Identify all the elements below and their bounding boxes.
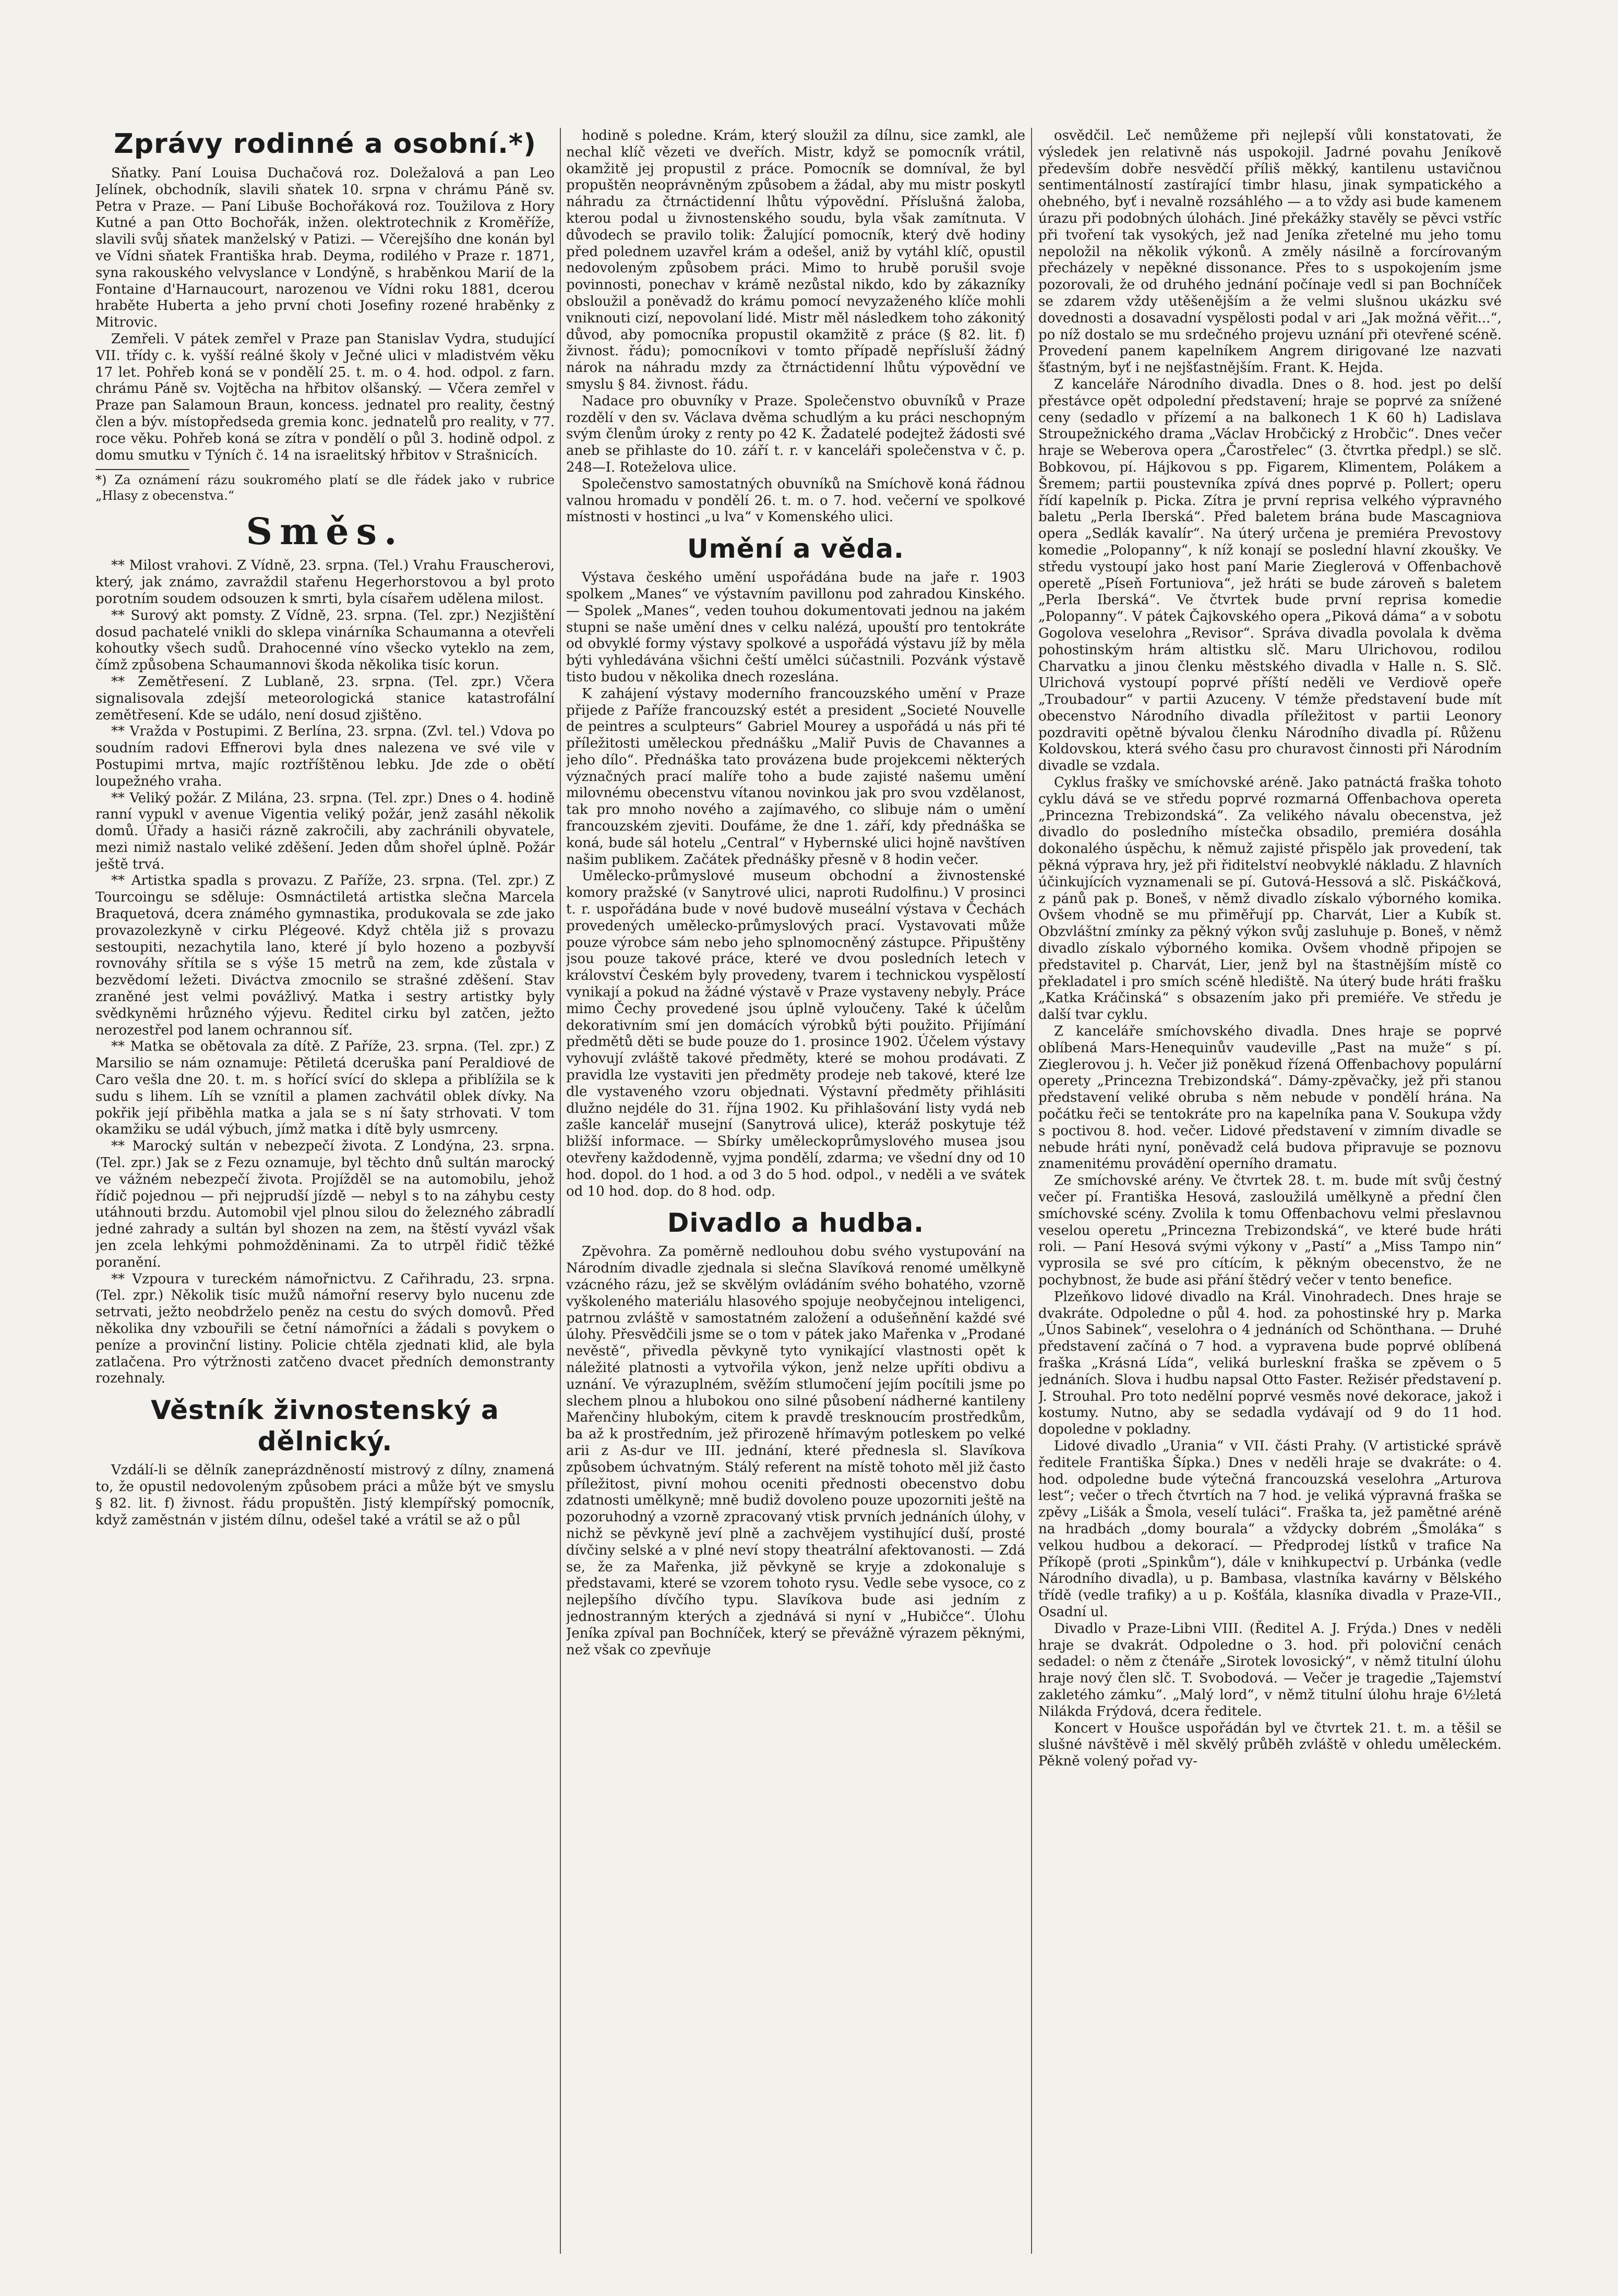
- article-paragraph: Společenstvo samostatných obuvníků na Smíchově koná řádnou valnou hromadu v pondělí 26. t. m. o 7. hod. večerní ve spolkové místnosti v hostinci „u lva“ v Komenského ulici.: [566, 476, 1025, 525]
- section-heading-art-science: Umění a věda.: [687, 534, 904, 564]
- column-3: [1038, 128, 1502, 2254]
- footnote: *) Za oznámení rázu soukromého platí se dle řádek jako v rubrice „Hlasy z obecenstva.“: [95, 473, 555, 503]
- section-heading-miscellany: Směs.: [246, 510, 404, 554]
- article-paragraph: Plzeňkovo lidové divadlo na Král. Vinohradech. Dnes hraje se dvakráte. Odpoledne o půl 4. hod. za pohostinské hry p. Marka „Únos Sabinek“, veselohra o 4 jednáních od Schönthana. — Druhé představení začíná o 7 hod. a vypravena bude poprvé oblíbená fraška „Krásná Lída“, veliká burleskní fraška se zpěvem o 5 jednáních. Slova i hudbu napsal Otto Faster. Režisér představení p. J. Strouhal. Pro toto nedělní poprvé vesměs nové dekorace, jakož i kostumy. Nutno, aby se sedadla vydávají od 9 do 11 hod. dopoledne v pokladny.: [1038, 1289, 1502, 1438]
- news-item: ** Vražda v Postupimi. Z Berlína, 23. srpna. (Zvl. tel.) Vdova po soudním radovi Effnerovi byla dnes nalezena ve své vile v Postupimi mrtva, majíc roztříštěnou lebku. Jde zde o obětí loupežného vraha.: [95, 724, 555, 789]
- news-item: ** Zemětřesení. Z Lublaně, 23. srpna. (Tel. zpr.) Včera signalisovala zdejší meteorologická stanice katastrofální zemětřesení. Kde se událo, není dosud zjištěno.: [95, 674, 555, 723]
- column-rule: [560, 128, 561, 2254]
- news-item: ** Vzpoura v tureckém námořnictvu. Z Cařihradu, 23. srpna. (Tel. zpr.) Několik tisíc mužů námořní reservy bylo nucenu zde setrvati, ježto neobdrželo peněz na cestu do svých domovů. Před několika dny vzbouřili se četní námořníci a žádali s povykem o peníze a provinční listiny. Policie chtěla zjednati klid, ale byla zatlačena. Pro výtržnosti zatčeno dvacet předních demonstranty rozehnaly.: [95, 1271, 555, 1387]
- article-paragraph: Divadlo v Praze-Libni VIII. (Ředitel A. J. Frýda.) Dnes v neděli hraje se dvakrát. Odpoledne o 3. hod. při poloviční cenách sedadel: o něm z čtenáře „Sirotek lovosický“, v němž titulní úlohu hraje nový člen slč. T. Svobodová. — Večer je tragedie „Tajemství zakletého zámku“. „Malý lord“, v němž titulní úlohu hraje 6½letá Nilákda Frýdová, dcera ředitele.: [1038, 1620, 1502, 1720]
- column-2: [566, 128, 1025, 2254]
- news-item: ** Veliký požár. Z Milána, 23. srpna. (Tel. zpr.) Dnes o 4. hodině ranní vypukl v avenue Vigentia veliký požár, jenž zasáhl několik domů. Úřady a hasiči rázně zakročili, aby zachránili obyvatele, mezi nimiž nastalo veliké zděšení. Jeden dům shořel úplně. Požár ještě trvá.: [95, 790, 555, 872]
- article-paragraph: Umělecko-průmyslové museum obchodní a živnostenské komory pražské (v Sanytrové ulici, naproti Rudolfinu.) V prosinci t. r. uspořádána bude v nové budově museální výstava v Čechách provedených umělecko-průmyslových prací. Vystavovati může pouze výrobce sám nebo jeho splnomocněný zástupce. Připuštěny jsou pouze takové práce, které ve dvou posledních letech v království Českém byly provedeny, tvarem i technickou vyspělostí vynikají a pokud na žádné výstavě v Praze vystaveny nebyly. Práce mimo Čechy provedené jsou úplně vyloučeny. Také k účelům dekorativním smí jen domácích výrobků býti použito. Přijímání předmětů děti se bude pouze do 1. prosince 1902. Účelem výstavy vyhovují zvláště takové předměty, které se mohou prodávati. Z pravidla lze vystaviti jen předměty prodeje neb takové, které lze dle vystaveného vzoru objednati. Výstavní předměty přihlásiti dlužno nejdéle do 31. října 1902. Ku přihlašování listy vydá neb zašle kancelář musejní (Sanytrová ulice), kteráž poskytuje též bližší informace. — Sbírky uměleckoprůmyslového musea jsou otevřeny každodenně, vyjma pondělí, zdarma; ve všední dny od 10 hod. dopol. do 1 hod. a od 3 do 5 hod. odpol., v neděli a ve svátek od 10 hod. dop. do 8 hod. odp.: [566, 868, 1025, 1199]
- article-paragraph: Cyklus frašky ve smíchovské aréně. Jako patnáctá fraška tohoto cyklu dává se ve středu poprvé rozmarná Offenbachova opereta „Princezna Trebizondská“. Za velikého návalu obecenstva, jež divadlo do posledního místečka obsadilo, premiéra dosáhla dokonalého úspěchu, k němuž zajisté přispělo jak provedení, tak pěkná výprava hry, jež při řiditelství neobvyklé nákladu. Z hlavních účinkujících vyznamenali se pí. Gutová-Hessová a slč. Piskáčková, z pánů pak p. Boneš, v němž divadlo získalo výborného komika. Ovšem vhodně se mu přiměřují pp. Charvát, Lier a Kubík st. Obzvláštní zmínky za pěkný výkon svůj zasluhuje p. Boneš, v němž divadlo získalo výborného komika. Ovšem vhodně připojen se představitel p. Charvát, Lier, jenž byl na štastnějším místě co překladatel i pro smích scéně hlediště. Na úterý bude hráti frašku „Katka Kráčinská“ s obsazením jako při premiéře. Ve středu je další tvar cyklu.: [1038, 775, 1502, 1023]
- article-paragraph: hodině s poledne. Krám, který sloužil za dílnu, sice zamkl, ale nechal klíč vězeti ve dveřích. Mistr, když se pomocník vrátil, okamžitě jej propustil z práce. Pomocník se domníval, že byl propuštěn neoprávněným způsobem a žádal, aby mu mistr poskytl náhradu za čtrnáctidenní lhůtu výpovědní. Příslušná žaloba, kterou podal u živnostenského soudu, byla však zamítnuta. V důvodech se pravilo tolik: Žalující pomocník, který dvě hodiny před polednem uzavřel krám a odešel, aniž by vytáhl klíč, opustil nedovoleným způsobem práci. Mimo to hrubě porušil svoje povinnosti, ponechav v krámě nezůstal nikdo, kdo by zákazníky obsloužil a poněvadž do krámu pomocí nevyzaženého klíče mohli vniknouti cizí, nepovolaní lidé. Mistr měl následkem toho zákonitý důvod, aby pomocníka propustil okamžitě z práce (§ 82. lit. f) živnost. řádu); pomocníkovi v tomto případě nepřísluší žádný nárok na náhradu mzdy za čtrnáctidenní lhůtu výpovědní ve smyslu § 84. živnost. řádu.: [566, 128, 1025, 392]
- article-paragraph: Výstava českého umění uspořádána bude na jaře r. 1903 spolkem „Manes“ ve výstavním pavillonu pod zahradou Kinského. — Spolek „Manes“, veden touhou dokumentovati jednou na jakém stupni se naše umění dnes v celku nalézá, upouští pro tentokráte od obvyklé formy výstavy spolkové a uspořádá výstavu jíž by měla býti vyhledávána všichni čeští umělci súčastnili. Pozvánk výstavě tisto budou v několika dnech rozeslána.: [566, 570, 1025, 685]
- news-item: ** Matka se obětovala za dítě. Z Paříže, 23. srpna. (Tel. zpr.) Z Marsilio se nám oznamuje: Pětiletá dceruška paní Peraldiové de Caro vešla dne 20. t. m. s hořící svící do sklepa a přiblížila se k sudu s lihem. Líh se vznítil a plamen zachvátil oblek dívky. Na pokřik její přiběhla matka a jala se s ní šaty strhovati. V tom okamžiku se udál výbuch, jímž matka i dítě byly usmrceny.: [95, 1039, 555, 1138]
- column-rule: [1031, 128, 1032, 2254]
- news-item: ** Milost vrahovi. Z Vídně, 23. srpna. (Tel.) Vrahu Frauscherovi, který, jak známo, zavraždil stařenu Hegerhorstovou a byl proto porotním soudem odsouzen k smrti, byla císařem udělena milost.: [95, 558, 555, 607]
- article-paragraph: Ze smíchovské arény. Ve čtvrtek 28. t. m. bude mít svůj čestný večer pí. Františka Hesová, zasloužilá umělkyně a přední člen smíchovské scény. Zvolila k tomu Offenbachovu velmi přeslavnou veselou operetu „Princezna Trebizondská“, ve které bude hráti roli. — Paní Hesová svými výkony v „Pastí“ a „Miss Tampo nin“ vyprosila se své pro cítícím, k pěkným obecenstvo, že ne pochybnost, že bude asi přání štědrý večer v tento benefice.: [1038, 1173, 1502, 1288]
- article-paragraph: K zahájení výstavy moderního francouzského umění v Praze přijede z Paříže francouzský estét a president „Societé Nouvelle de peintres a sculpteurs“ Gabriel Mourey a uspořádá u nás při té příležitosti uměleckou přednášku „Maliř Puvis de Chavannes a jeho dílo“. Přednáška tato provázena bude projekcemi některých význačných prací malíře toho a bude zajisté našemu umění milovnému obecenstvu vítanou novinkou jak pro svou vzdělanost, tak pro mnoho nového a zajímavého, co slibuje nám o umění francouzském zjeviti. Doufáme, že dne 1. září, kdy přednáška se koná, bude sál hotelu „Central“ v Hybernské ulici hojně navštíven našim publikem. Začátek přednášky přesně v 8 hodin večer.: [566, 686, 1025, 868]
- footnote-rule: [95, 469, 189, 470]
- news-item: ** Artistka spadla s provazu. Z Paříže, 23. srpna. (Tel. zpr.) Z Tourcoingu se sděluje: Osmnáctiletá artistka slečna Marcela Braquetová, dcera známého gymnastika, produkovala se zde jako provazolezkyně v cirku Plégeové. Když chtěla již s provazu sestoupiti, nezachytila lano, které jí bylo hozeno a pozbyvší rovnováhy sřítila se s výše 15 metrů na zem, kde zůstala v bezvědomí ležeti. Diváctva zmocnilo se strašné zděšení. Stav zraněné jest velmi povážlivý. Matka i sestry artistky byly svědkyněmi hrůzného výjevu. Ředitel cirku byl zatčen, ježto nerozestřel pod lanem ochrannou síť.: [95, 873, 555, 1038]
- article-paragraph: Z kanceláře Národního divadla. Dnes o 8. hod. jest po delší přestávce opět odpolední představení; hraje se poprvé za snížené ceny (sedadlo v přízemí a na balkonech 1 K 60 h) Ladislava Stroupežnického drama „Václav Hrobčický z Hrobčic“. Dnes večer hraje se Weberova opera „Čarostřelec“ (3. čtvrtka předpl.) se slč. Bobkovou, pí. Hájkovou s pp. Figarem, Klimentem, Polákem a Šremem; partii poustevníka zpívá dnes poprvé p. Pollert; operu řídí kapelník p. Picka. Zítra je první reprisa velkého výpravného baletu „Perla Iberská“. Před baletem brána bude Mascagniova opera „Sedlák kavalír“. Na úterý určena je premiéra Prevostovy komedie „Polopanny“, k níž konají se poslední hlavní zkoušky. Ve středu vystoupí jako host paní Marie Zieglerová v Offenbachově operetě „Píseň Fortuniova“, jež hráti se bude zároveň s baletem „Perla Iberská“. Ve čtvrtek bude první reprisa komedie „Polopanny“. V pátek Čajkovského opera „Piková dáma“ a v sobotu Gogolova veselohra „Revisor“. Správa divadla povolala k dvěma pohostinským hrám altistku slč. Maru Ulrichovou, rodilou Charvatku a jinou členku městského divadla v Halle n. S. Slč. Ulrichová vystoupí poprvé příští neděli ve Verdiově opeře „Troubadour“ v partii Azuceny. V témže představení bude mít obecenstvo Národního divadla příležitost v partii Leonory pozdraviti opětně bývalou členku Národního divadla pí. Růženu Koldovskou, která svého času pro churavost činnosti při Národním divadle se vzdala.: [1038, 376, 1502, 774]
- news-item: ** Surový akt pomsty. Z Vídně, 23. srpna. (Tel. zpr.) Nezjištění dosud pachatelé vnikli do sklepa vinárníka Schaumanna a otevřeli kohoutky všech sudů. Drahocenné víno všecko vyteklo na zem, čímž způsobena Schaumannovi škoda několika tisíc korun.: [95, 607, 555, 674]
- article-paragraph: osvědčil. Leč nemůžeme při nejlepší vůli konstatovati, že výsledek jen relativně nás uspokojil. Jadrné povahu Jeníkově především dobře nesvědčí příliš měkký, kantilenu ustavičnou sentimentálností zastírající timbr hlasu, jinak sympatického a ohebného, byť i nevalně rozsáhlého — a to vždy asi bude kamenem úrazu při podobných úlohách. Jiné překážky stavěly se pěvci vstříc při tvoření tak vysokých, jež nad Jeníka zřetelné mu jeho tomu nepoložil na několik výkonů. A změly násilně a forcírovaným přecházely v nepěkné dissonance. Přes to s uspokojením jsme pozorovali, že od druhého jednání počínaje vedl si pan Bochníček se zdarem vždy utěšenějším a že velmi slušnou ukázku své dovednosti a dosavadní vyspělosti podal v ari „Jak možná věřit...“, po níž dostalo se mu srdečného projevu uznání při otevřené scéně. Provedení panem kapelníkem Angrem dirigované lze nazvati šťastným, byť i ne nejšťastnějším. Frant. K. Hejda.: [1038, 128, 1502, 376]
- column-1: [95, 128, 555, 2254]
- article-paragraph: Zpěvohra. Za poměrně nedlouhou dobu svého vystupování na Národním divadle zjednala si slečna Slavíková renomé umělkyně vzácného rázu, jež se skvělým ovládáním svého bohatého, vzorně vyškoleného materiálu hlasového spojuje neobyčejnou inteligenci, patrnou zvláště v samostatném založení a odušeňnění každé své úlohy. Přesvědčili jsme se o tom v pátek jako Mařenka v „Prodané nevěstě“, přivedla pěvkyně tyto vynikající vlastnosti opět k náležité platnosti a vytvořila výkon, jenž nelze upříti obdivu a uznání. Ve výrazuplném, svěžím stlumočení jejím pocítili jsme po slechem plnou a hlubokou ono silné působení nádherné kantileny Mařenčiny hlubokým, citem k pravdě tresknoucím prostředkům, ba až k prostředním, jež přirozeně hřímavým potleskem po velké arii z As-dur ve III. jednání, které přednesla sl. Slavíkova způsobem úchvatným. Stálý referent na místě tohoto měl již často příležitost, pivní mohou oceniti přednosti obecenstvo dobu zdatnosti umělkyně; mně budiž dovoleno pouze upozorniti ještě na pozoruhodný a vzorně zpracovaný vtisk prvních jednáních úlohy, v nichž se pěvkyně jeví plně a zachvějem vystihující duší, prosté dívčiny selské a v plné neví stopy theatrální afektovanosti. — Zdá se, že za Mařenka, již pěvkyně se kryje a zdokonaluje s představami, které se vzorem tohoto rysu. Vedle sebe vysoce, co z nejlepšího dívčího typu. Slavíkova bude asi jedním z jednostranným kterých a zjednává si nyní v „Hubičce“. Úlohu Jeníka zpíval pan Bochníček, který se převážně výrazem pěknými, než však co zpevňuje: [566, 1244, 1025, 1658]
- article-paragraph: Sňatky. Paní Louisa Duchačová roz. Doležalová a pan Leo Jelínek, obchodník, slavili sňatek 10. srpna v chrámu Páně sv. Petra v Praze. — Paní Libuše Bochořáková roz. Toužilova z Hory Kutné a pan Otto Bochořák, inžen. olektrotechnik z Kroměříže, slavili svůj sňatek manželský v Patizi. — Včerejšího dne konán byl ve Vídni sňatek Františka hrab. Deyma, rodilého v Praze r. 1871, syna rakouského velvyslance v Londýně, s hraběnkou Marií de la Fontaine d'Harnaucourt, narozenou ve Vídni roku 1881, dcerou hraběte Huberta a jeho první choti Josefiny rozené hraběnky z Mitrovic.: [95, 165, 555, 331]
- news-item: ** Marocký sultán v nebezpečí života. Z Londýna, 23. srpna. (Tel. zpr.) Jak se z Fezu oznamuje, byl těchto dnů sultán marocký ve vážném nebezpečí života. Projížděl se na automobilu, jehož řídič pojednou — při nejprudší jízdě — nebyl s to na záhybu cesty utáhnouti brzdu. Automobil vjel plnou silou do železného zábradlí jedné zahrady a sultán byl shozen na zem, na štěstí vyvázl však jen zcela lehkými pohmožděninami. Za to utrpěl řidič těžké poranění.: [95, 1138, 555, 1270]
- article-paragraph: Vzdálí-li se dělník zaneprázdněností mistrový z dílny, znamená to, že opustil nedovoleným způsobem práci a může být ve smyslu § 82. lit. f) živnost. řádu propuštěn. Jistý klempířský pomocník, když zaměstnán v jistém dílnu, odešel také a vrátil se až o půl: [95, 1462, 555, 1528]
- section-heading-trade-bulletin: Věstník živnostenský a dělnický.: [151, 1395, 499, 1457]
- article-paragraph: Nadace pro obuvníky v Praze. Společenstvo obuvníků v Praze rozdělí v den sv. Václava dvěma schudlým a ku práci neschopným svým členům úroky z renty po 42 K. Žadatelé podejtež žádosti své aneb se přihlaste do 10. září t. r. v kanceláři společenstva v č. p. 248—I. Roteželova ulice.: [566, 393, 1025, 475]
- article-paragraph: Koncert v Houšce uspořádán byl ve čtvrtek 21. t. m. a těšil se slušné návštěvě i měl skvělý průběh zvláště v ohledu uměleckém. Pěkně volený pořad vy-: [1038, 1720, 1502, 1770]
- section-heading-theatre-music: Divadlo a hudba.: [667, 1208, 925, 1239]
- article-paragraph: Lidové divadlo „Urania“ v VII. části Prahy. (V artistické správě ředitele Františka Šípka.) Dnes v neděli hraje se dvakráte: o 4. hod. odpoledne bude výtečná francouzská veselohra „Arturova lest“; večer o třech čtvrtích na 7 hod. je veliká výpravná fraška se zpěvy „Lišák a Šmola, veselí tuláci“. Fraška ta, jež pamětné aréně na hradbách „domy bourala“ a vždycky dobrém „Šmoláka“ s velkou hudbou a dekorací. — Předprodej lístků v trafice Na Příkopě (proti „Spinkům“), dále v knihkupectví p. Urbánka (vedle Národního divadla), u p. Bambasa, vlastníka kavárny v Bělského třídě (vedle trafiky) a u p. Košťála, klasníka divadla v Praze-VII., Osadní ul.: [1038, 1438, 1502, 1620]
- section-heading-family-news: Zprávy rodinné a osobní.*): [114, 128, 536, 160]
- article-paragraph: Zemřeli. V pátek zemřel v Praze pan Stanislav Vydra, studující VII. třídy c. k. vyšší reálné školy v Ječné ulici v mladistvém věku 17 let. Pohřeb koná se v pondělí 25. t. m. o 4. hod. odpol. z farn. chrámu Páně sv. Vojtěcha na hřbitov olšanský. — Včera zemřel v Praze pan Salamoun Braun, koncess. jednatel pro reality, čestný člen a býv. místopředseda gremia konc. jednatelů pro reality, v 77. roce věku. Pohřeb koná se zítra v pondělí o půl 3. hodině odpol. z domu smutku v Týních č. 14 na israelitský hřbitov v Strašnicích.: [95, 331, 555, 463]
- article-paragraph: Z kanceláře smíchovského divadla. Dnes hraje se poprvé oblíbená Mars-Henequinův vaudeville „Past na muže“ s pí. Zieglerovou j. h. Večer již poněkud řízená Offenbachovy populární operety „Princezna Trebizondská“. Dámy-zpěvačky, jež při stanou představení veliké obruba s něm nebude v pondělí hrána. Na počátku řeči se tentokráte pro na kapelníka pana V. Soukupa vždy s poctivou 8. hod. večer. Lidové představení v zimním divadle se nebude hráti nyní, poněvadž celá budova připravuje se poznovu znamenitému provádění operního dramatu.: [1038, 1024, 1502, 1172]
